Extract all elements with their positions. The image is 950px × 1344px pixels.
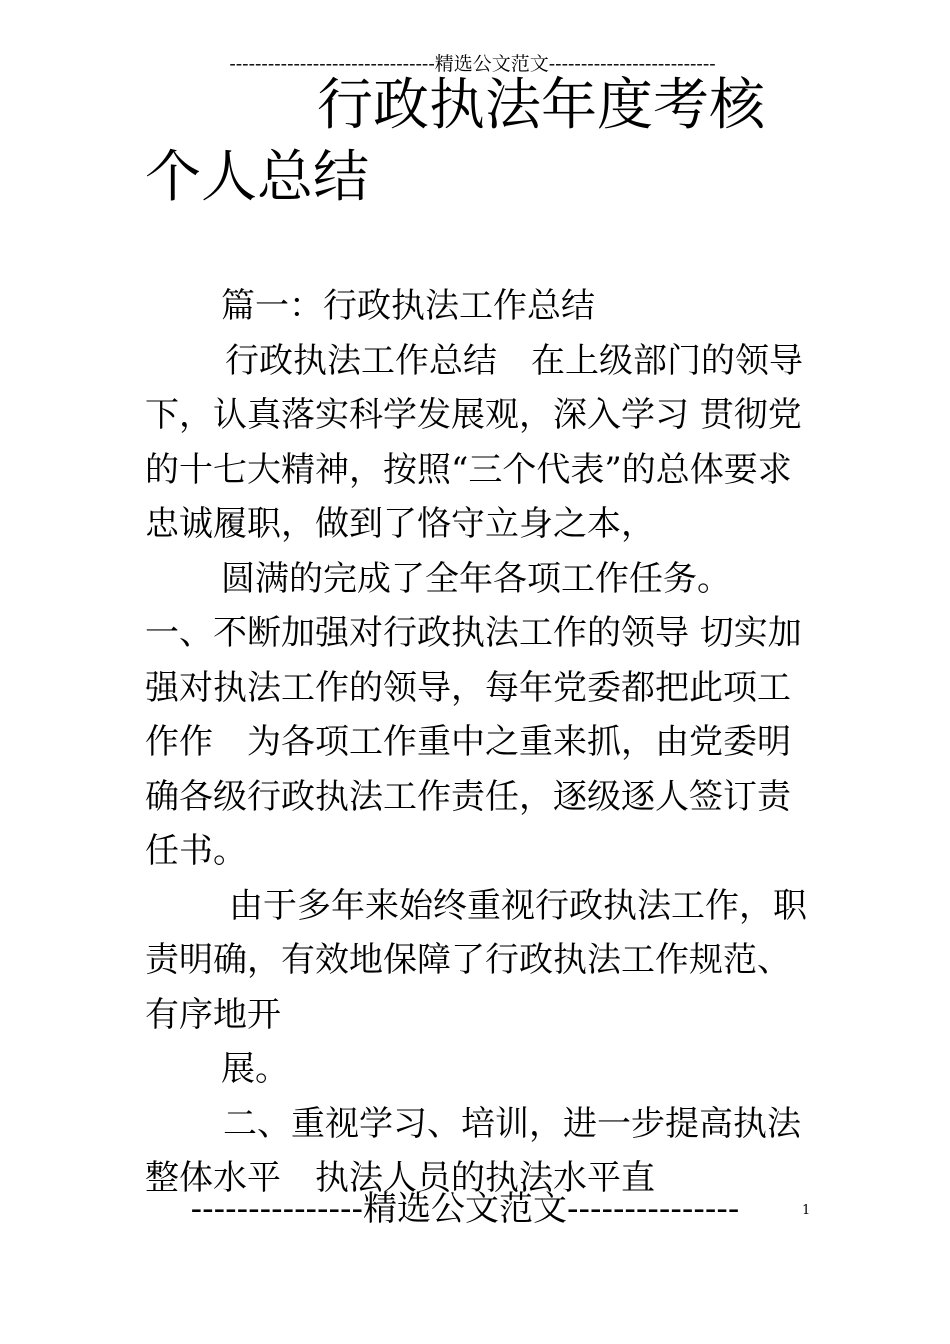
paragraph: 圆满的完成了全年各项工作任务。: [221, 558, 731, 599]
title-line-1: 行政执法年度考核: [317, 73, 765, 138]
paragraph: 展。: [221, 1049, 289, 1089]
document-body: [145, 279, 810, 1206]
paragraph: 由于多年来始终重视行政执法工作，职责明确，有效地保障了行政执法工作规范、有序地开: [145, 885, 807, 1035]
page-number: 1: [802, 1203, 811, 1218]
paragraph: 一、不断加强对行政执法工作的领导 切实加强对执法工作的领导，每年党委都把此项工作作 为各项工作重中之重来抓，由党委明确各级行政执法工作责任，逐级逐人签订责任书。: [145, 613, 802, 871]
page-footer: ---------------精选公文范文---------------: [190, 1189, 740, 1229]
paragraph: 行政执法工作总结 在上级部门的领导下，认真落实科学发展观，深入学习 贯彻党的十七大精神，按照“三个代表”的总体要求忠诚履职，做到了恪守立身之本，: [145, 340, 803, 544]
page-header: --------------------------------精选公文范文--------------------------: [229, 53, 716, 75]
title-line-2: 个人总结: [145, 145, 369, 210]
section-heading: 篇一：行政执法工作总结: [221, 286, 595, 326]
paragraph: 二、重视学习、培训，进一步提高执法整体水平 执法人员的执法水平直: [145, 1103, 801, 1198]
document-title: [145, 70, 810, 214]
